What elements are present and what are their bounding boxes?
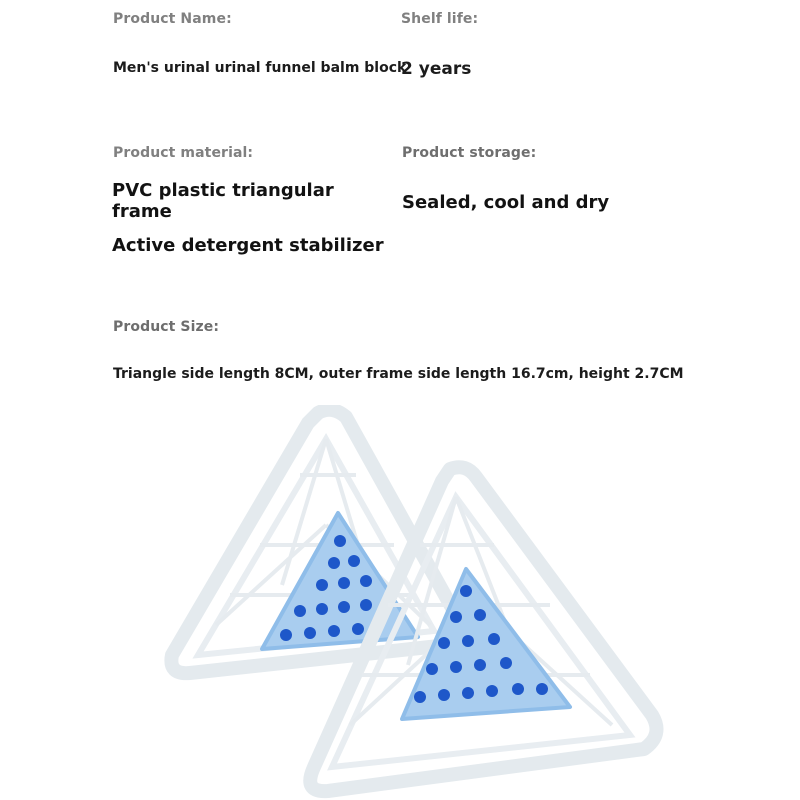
product-image (150, 405, 670, 800)
shelf-life-value: 2 years (401, 59, 472, 79)
product-storage-value: Sealed, cool and dry (402, 192, 610, 213)
product-material-value-2: Active detergent stabilizer (112, 235, 384, 256)
product-storage-label: Product storage: (402, 145, 537, 161)
product-size-label: Product Size: (113, 319, 220, 335)
product-material-label: Product material: (113, 145, 254, 161)
product-name-label: Product Name: (113, 11, 232, 27)
product-material-value-1: PVC plastic triangular frame (112, 180, 334, 222)
shelf-life-label: Shelf life: (401, 11, 479, 27)
product-name-value: Men's urinal urinal funnel balm block (113, 60, 407, 76)
product-size-value: Triangle side length 8CM, outer frame side length 16.7cm, height 2.7CM (113, 366, 684, 382)
